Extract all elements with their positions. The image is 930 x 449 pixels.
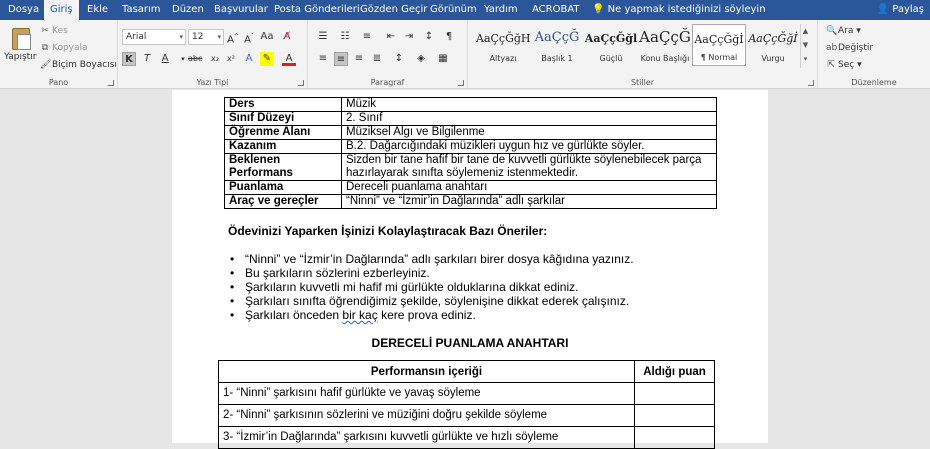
column-header: Performansın içeriği xyxy=(219,361,635,383)
font-group: Arial ▾ 12 ▾ A^ $A^ˇ$ Aa A̸ K T A ▾ abc x₂ x² A ✎ A Yazı Tipi xyxy=(118,20,308,89)
tab-giris[interactable]: Giriş xyxy=(44,0,79,20)
bold-button[interactable]: K xyxy=(122,52,136,66)
decrease-indent-icon[interactable]: ⇤ xyxy=(386,31,396,42)
table-key: Öğrenme Alanı xyxy=(225,126,342,140)
chevron-down-icon: ▾ xyxy=(217,33,221,41)
document-page[interactable] xyxy=(172,90,768,443)
pilcrow-icon[interactable]: ¶ xyxy=(445,31,453,42)
subscript-icon[interactable]: x₂ xyxy=(211,54,219,63)
cut-button[interactable]: ✂ Kes xyxy=(41,26,68,36)
copy-button[interactable]: ⧉ Kopyala xyxy=(41,43,88,53)
sort-icon[interactable]: ↕ xyxy=(424,31,434,42)
strikethrough-icon[interactable]: abc xyxy=(188,54,203,63)
more-icon[interactable]: ▾ xyxy=(803,55,808,63)
tab-ekle[interactable]: Ekle xyxy=(87,4,109,15)
table-cell: 1- “Ninni” şarkısını hafif gürlükte ve yavaş söyleme xyxy=(219,383,635,405)
tell-me-box[interactable]: 💡 Ne yapmak istediğinizi söyleyin xyxy=(592,4,766,15)
table-header-row xyxy=(219,361,715,383)
table-value: Müziksel Algı ve Bilgilenme xyxy=(342,126,717,140)
list-item: • “Ninni” ve “İzmir’in Dağlarında” adlı şarkıları birer dosya kâğıdına yazınız. xyxy=(230,252,634,266)
styles-group: Stiller xyxy=(468,20,818,89)
table-value: “Ninni” ve “İzmir’in Dağlarında” adlı şarkılar xyxy=(342,195,717,209)
underline-button[interactable]: A xyxy=(161,53,169,64)
clear-format-icon[interactable]: A̸ xyxy=(283,31,291,42)
spelling-flag[interactable]: bir kaç xyxy=(342,308,378,322)
share-button[interactable]: 👤 Paylaş xyxy=(876,4,924,15)
superscript-icon[interactable]: x² xyxy=(227,54,235,63)
tab-posta[interactable]: Posta Gönderileri xyxy=(274,4,360,15)
grow-font-icon[interactable]: A^ xyxy=(227,33,239,46)
styles-launcher-icon[interactable] xyxy=(808,80,814,86)
multilevel-list-icon[interactable]: ≡ xyxy=(362,31,372,42)
format-painter-button[interactable]: 🖌Biçim Boyacısı xyxy=(40,60,117,70)
bullet-icon: • xyxy=(230,294,235,308)
bullets-icon[interactable]: ☰ xyxy=(318,31,328,42)
tab-acrobat[interactable]: ACROBAT xyxy=(532,4,580,15)
increase-indent-icon[interactable]: ⇥ xyxy=(404,31,414,42)
font-name-combo[interactable]: Arial ▾ xyxy=(122,29,186,45)
clipboard-launcher-icon[interactable] xyxy=(108,80,114,86)
style-konu-basligi[interactable]: AaÇçĞ Konu Başlığı xyxy=(639,28,691,63)
table-key: Araç ve gereçler xyxy=(225,195,342,209)
text-effects-icon[interactable]: A xyxy=(245,53,253,64)
scissors-icon: ✂ xyxy=(41,26,49,36)
table-row xyxy=(225,140,717,154)
table-value: 2. Sınıf xyxy=(342,112,717,126)
score-cell xyxy=(635,427,715,449)
list-item: • Şarkıların kuvvetli mi hafif mi gürlükte olduklarına dikkat ediniz. xyxy=(230,280,579,294)
numbering-icon[interactable]: ☷ xyxy=(340,31,350,42)
table-row xyxy=(219,405,715,427)
table-key: Beklenen Performans xyxy=(225,154,342,181)
shading-icon[interactable]: ◈ xyxy=(417,53,425,64)
table-key: Sınıf Düzeyi xyxy=(225,112,342,126)
chevron-up-icon[interactable]: ▲ xyxy=(802,27,809,35)
table-row xyxy=(225,126,717,140)
table-row xyxy=(225,181,717,195)
find-button[interactable]: 🔍Ara ▾ xyxy=(826,26,861,36)
table-cell: 3- “İzmir’in Dağlarında” şarkısını kuvvetli gürlükte ve hızlı söyleme xyxy=(219,427,635,449)
align-center-icon[interactable]: ≡ xyxy=(334,52,348,66)
list-item: • Bu şarkıların sözlerini ezberleyiniz. xyxy=(230,266,430,280)
table-value: B.2. Dağarcığındaki müzikleri uygun hız ve gürlükte söyler. xyxy=(342,140,717,154)
align-left-icon[interactable]: ≡ xyxy=(318,53,328,64)
font-launcher-icon[interactable] xyxy=(298,80,304,86)
list-item: • Şarkıları sınıfta öğrendiğimiz şekilde, söylenişine dikkat ederek çalışınız. xyxy=(230,294,630,308)
tab-gozden-gecir[interactable]: Gözden Geçir xyxy=(360,4,428,15)
editing-group: 🔍Ara ▾ abDeğiştir ⇱ Seç ▾ Düzenleme xyxy=(826,26,897,87)
score-cell xyxy=(635,405,715,427)
table-row xyxy=(225,195,717,209)
rubric-table xyxy=(218,360,715,449)
search-icon: 🔍 xyxy=(826,26,838,36)
cursor-icon: ⇱ xyxy=(827,60,835,70)
select-button[interactable]: ⇱ Seç ▾ xyxy=(827,60,862,70)
table-key: Kazanım xyxy=(225,140,342,154)
style-normal[interactable]: AaÇçĞğİ ¶ Normal xyxy=(692,24,746,66)
lightbulb-icon: 💡 xyxy=(592,4,605,15)
table-value: Sizden bir tane hafif bir tane de kuvvetli gürlükte söylenebilecek parça hazırlayarak sınıfta söylemeniz istenmektedir. xyxy=(342,154,717,181)
bullet-icon: • xyxy=(230,252,235,266)
chevron-down-icon: ▾ xyxy=(179,33,183,41)
style-vurgu[interactable]: AaÇçĞğİ Vurgu xyxy=(748,32,798,63)
table-value: Müzik xyxy=(342,98,717,112)
table-key: Ders xyxy=(225,98,342,112)
table-value: Dereceli puanlama anahtarı xyxy=(342,181,717,195)
column-header: Aldığı puan xyxy=(635,361,715,383)
italic-button[interactable]: T xyxy=(143,53,151,64)
table-key: Puanlama xyxy=(225,181,342,195)
align-right-icon[interactable]: ≡ xyxy=(354,53,364,64)
score-cell xyxy=(635,383,715,405)
brush-icon: 🖌 xyxy=(40,60,52,70)
style-altyazi[interactable]: AaÇçĞğH Altyazı xyxy=(476,32,531,63)
paragraph-group: ☰ ☷ ≡ ⇤ ⇥ ↕ ¶ ≡ ≡ ≡ ≣ ↕ ◈ ▦ Paragraf xyxy=(308,20,468,89)
style-guclu[interactable]: AaÇçĞğl Güçlü xyxy=(584,32,638,63)
rubric-heading: DERECELİ PUANLAMA ANAHTARI xyxy=(371,336,569,350)
copy-icon: ⧉ xyxy=(41,43,49,53)
style-baslik-1[interactable]: AaÇçĞ Başlık 1 xyxy=(534,30,580,63)
styles-scroll[interactable] xyxy=(800,24,810,68)
clipboard-icon xyxy=(10,26,32,52)
change-case-icon[interactable]: Aa xyxy=(260,31,274,42)
table-row xyxy=(219,383,715,405)
info-table xyxy=(224,97,717,209)
list-item: • Şarkıları önceden bir kaç kere prova ediniz. xyxy=(230,308,476,322)
replace-button[interactable]: abDeğiştir xyxy=(826,43,874,53)
replace-icon: ab xyxy=(826,43,838,53)
shrink-font-icon[interactable]: $A^ˇ$ xyxy=(244,33,254,46)
tab-duzen[interactable]: Düzen xyxy=(172,4,204,15)
chevron-down-icon[interactable]: ▼ xyxy=(802,41,809,49)
styles-gallery xyxy=(476,24,806,68)
tab-basvurular[interactable]: Başvurular xyxy=(214,4,268,15)
table-row xyxy=(225,112,717,126)
highlight-icon[interactable]: ✎ xyxy=(260,52,274,66)
justify-icon[interactable]: ≣ xyxy=(372,53,382,64)
table-row xyxy=(219,427,715,449)
table-cell: 2- “Ninni” şarkısının sözlerini ve müziğini doğru şekilde söyleme xyxy=(219,405,635,427)
table-row xyxy=(225,98,717,112)
person-icon: 👤 xyxy=(876,4,890,15)
tab-tasarim[interactable]: Tasarım xyxy=(122,4,161,15)
bullet-icon: • xyxy=(230,280,235,294)
font-color-icon[interactable]: A xyxy=(282,52,296,66)
line-spacing-icon[interactable]: ↕ xyxy=(394,53,404,64)
tips-list xyxy=(230,252,634,322)
chevron-down-icon[interactable]: ▾ xyxy=(181,55,185,63)
tips-heading: Ödevinizi Yaparken İşinizi Kolaylaştıracak Bazı Öneriler: xyxy=(228,224,548,238)
table-row xyxy=(225,154,717,181)
tab-yardim[interactable]: Yardım xyxy=(484,4,518,15)
paragraph-launcher-icon[interactable] xyxy=(458,80,464,86)
bullet-icon: • xyxy=(230,266,235,280)
tab-dosya[interactable]: Dosya xyxy=(8,4,40,15)
bullet-icon: • xyxy=(230,308,235,322)
borders-icon[interactable]: ▦ xyxy=(438,53,448,64)
tab-gorunum[interactable]: Görünüm xyxy=(430,4,477,15)
ribbon-tab-bar xyxy=(0,0,930,20)
ribbon xyxy=(0,20,930,89)
font-size-combo[interactable]: 12 ▾ xyxy=(188,29,224,45)
clipboard-group: Yapıştır ✂ Kes ⧉ Kopyala 🖌Biçim Boyacısı Pano xyxy=(0,20,118,89)
document-area xyxy=(0,90,930,443)
